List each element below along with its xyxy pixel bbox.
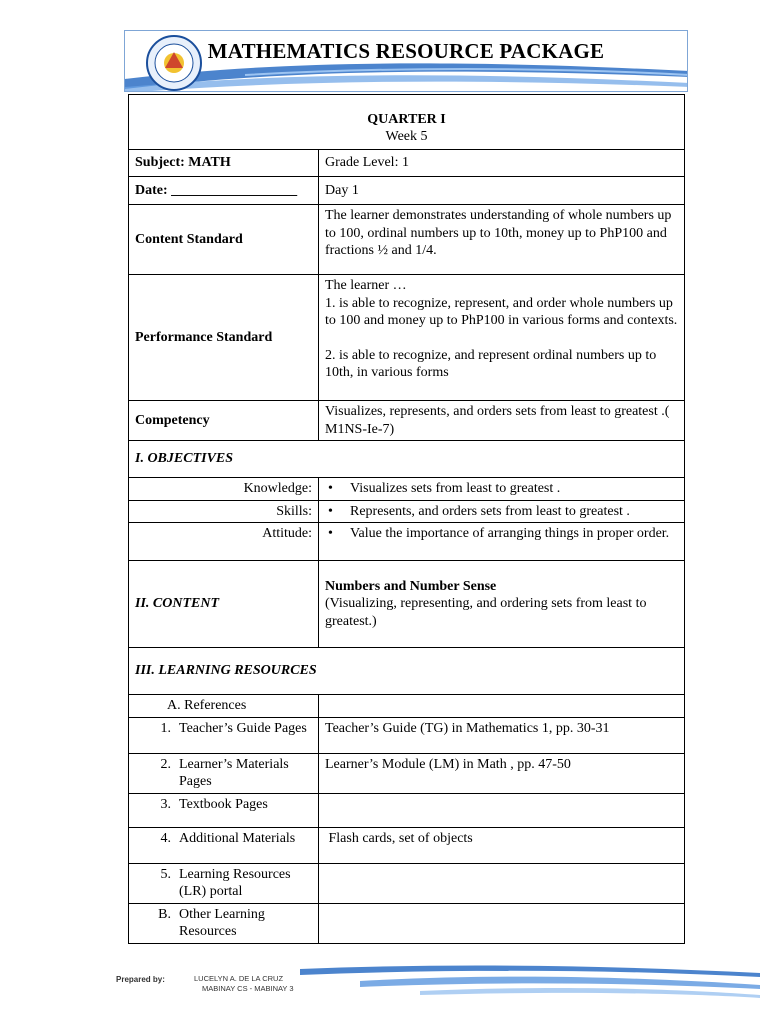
objectives-heading: I. OBJECTIVES	[129, 441, 685, 478]
document-header	[124, 30, 688, 92]
resource-value-2: Learner’s Module (LM) in Math , pp. 47-50	[319, 753, 685, 793]
references-value	[319, 695, 685, 718]
footer-swoosh-graphic	[0, 955, 768, 1015]
objective-label-knowledge: Knowledge:	[129, 478, 319, 501]
preparer-school: MABINAY CS - MABINAY 3	[202, 984, 294, 993]
other-resources-label: Other Learning Resources	[179, 906, 265, 939]
competency-label: Competency	[129, 401, 319, 441]
content-cell	[319, 561, 685, 648]
quarter-label: QUARTER I	[367, 111, 446, 127]
grade-level-cell: Grade Level: 1	[319, 150, 685, 177]
resource-num: 4.	[160, 830, 171, 846]
performance-intro: The learner …	[325, 278, 407, 293]
competency-text: Visualizes, represents, and orders sets from least to greatest .( M1NS-Ie-7)	[319, 401, 685, 441]
content-heading: II. CONTENT	[129, 561, 319, 648]
resource-label: Learner’s Materials Pages	[179, 756, 289, 789]
lesson-plan-table	[128, 94, 685, 944]
resource-num: 3.	[160, 796, 171, 812]
resource-label: Textbook Pages	[179, 796, 268, 812]
resource-row-3	[129, 793, 319, 827]
resource-num: 2.	[160, 756, 171, 772]
resource-row-5	[129, 863, 319, 903]
document-title: MATHEMATICS RESOURCE PACKAGE	[207, 39, 605, 63]
objective-skills	[319, 500, 685, 523]
performance-standard-cell	[319, 275, 685, 401]
day-cell: Day 1	[319, 177, 685, 205]
resource-row-2	[129, 753, 319, 793]
references-label: A. References	[129, 695, 319, 718]
bullet-icon: •	[328, 526, 333, 541]
resource-num: 5.	[160, 866, 171, 882]
objective-label-skills: Skills:	[129, 500, 319, 523]
resource-label: Teacher’s Guide Pages	[179, 720, 307, 736]
resource-value-3	[319, 793, 685, 827]
other-resources-value	[319, 903, 685, 943]
performance-item-1: 1. is able to recognize, represent, and order whole numbers up to 100 and money up to PhP100 in various forms and contexts.	[325, 295, 678, 328]
resource-row-4	[129, 827, 319, 863]
objective-label-attitude: Attitude:	[129, 523, 319, 561]
resource-value-4: Flash cards, set of objects	[319, 827, 685, 863]
content-text: (Visualizing, representing, and ordering sets from least to greatest.)	[325, 596, 647, 629]
content-title: Numbers and Number Sense	[325, 578, 497, 594]
bullet-icon: •	[328, 503, 333, 519]
quarter-cell	[129, 95, 685, 150]
objective-text: Represents, and orders sets from least to greatest .	[350, 503, 630, 519]
learning-resources-heading: III. LEARNING RESOURCES	[129, 648, 685, 695]
prepared-by-label: Prepared by:	[116, 975, 165, 984]
resource-num: 1.	[160, 720, 171, 736]
objective-attitude	[319, 523, 685, 561]
content-standard-text: The learner demonstrates understanding of whole numbers up to 100, ordinal numbers up to 10th, money up to PhP100 and fractions ½ and 1/4.	[319, 205, 685, 275]
resource-value-5	[319, 863, 685, 903]
week-label: Week 5	[385, 129, 428, 144]
subject-cell: Subject: MATH	[129, 150, 319, 177]
performance-item-2: 2. is able to recognize, and represent ordinal numbers up to 10th, in various forms	[325, 347, 657, 380]
resource-label: Learning Resources (LR) portal	[179, 866, 291, 899]
date-cell: Date: __________________	[129, 177, 319, 205]
performance-standard-label: Performance Standard	[129, 275, 319, 401]
other-resources-row	[129, 903, 319, 943]
objective-text: Visualizes sets from least to greatest .	[350, 481, 561, 496]
bullet-icon: •	[328, 481, 333, 496]
resource-value-1: Teacher’s Guide (TG) in Mathematics 1, pp. 30-31	[319, 717, 685, 753]
other-resources-num: B.	[158, 906, 171, 922]
content-standard-label: Content Standard	[129, 205, 319, 275]
preparer-name: LUCELYN A. DE LA CRUZ	[194, 974, 284, 983]
objective-knowledge	[319, 478, 685, 501]
resource-row-1	[129, 717, 319, 753]
preparer-info	[194, 974, 294, 994]
objective-text: Value the importance of arranging things in proper order.	[350, 526, 670, 541]
resource-label: Additional Materials	[179, 830, 296, 846]
document-footer	[0, 955, 768, 1015]
